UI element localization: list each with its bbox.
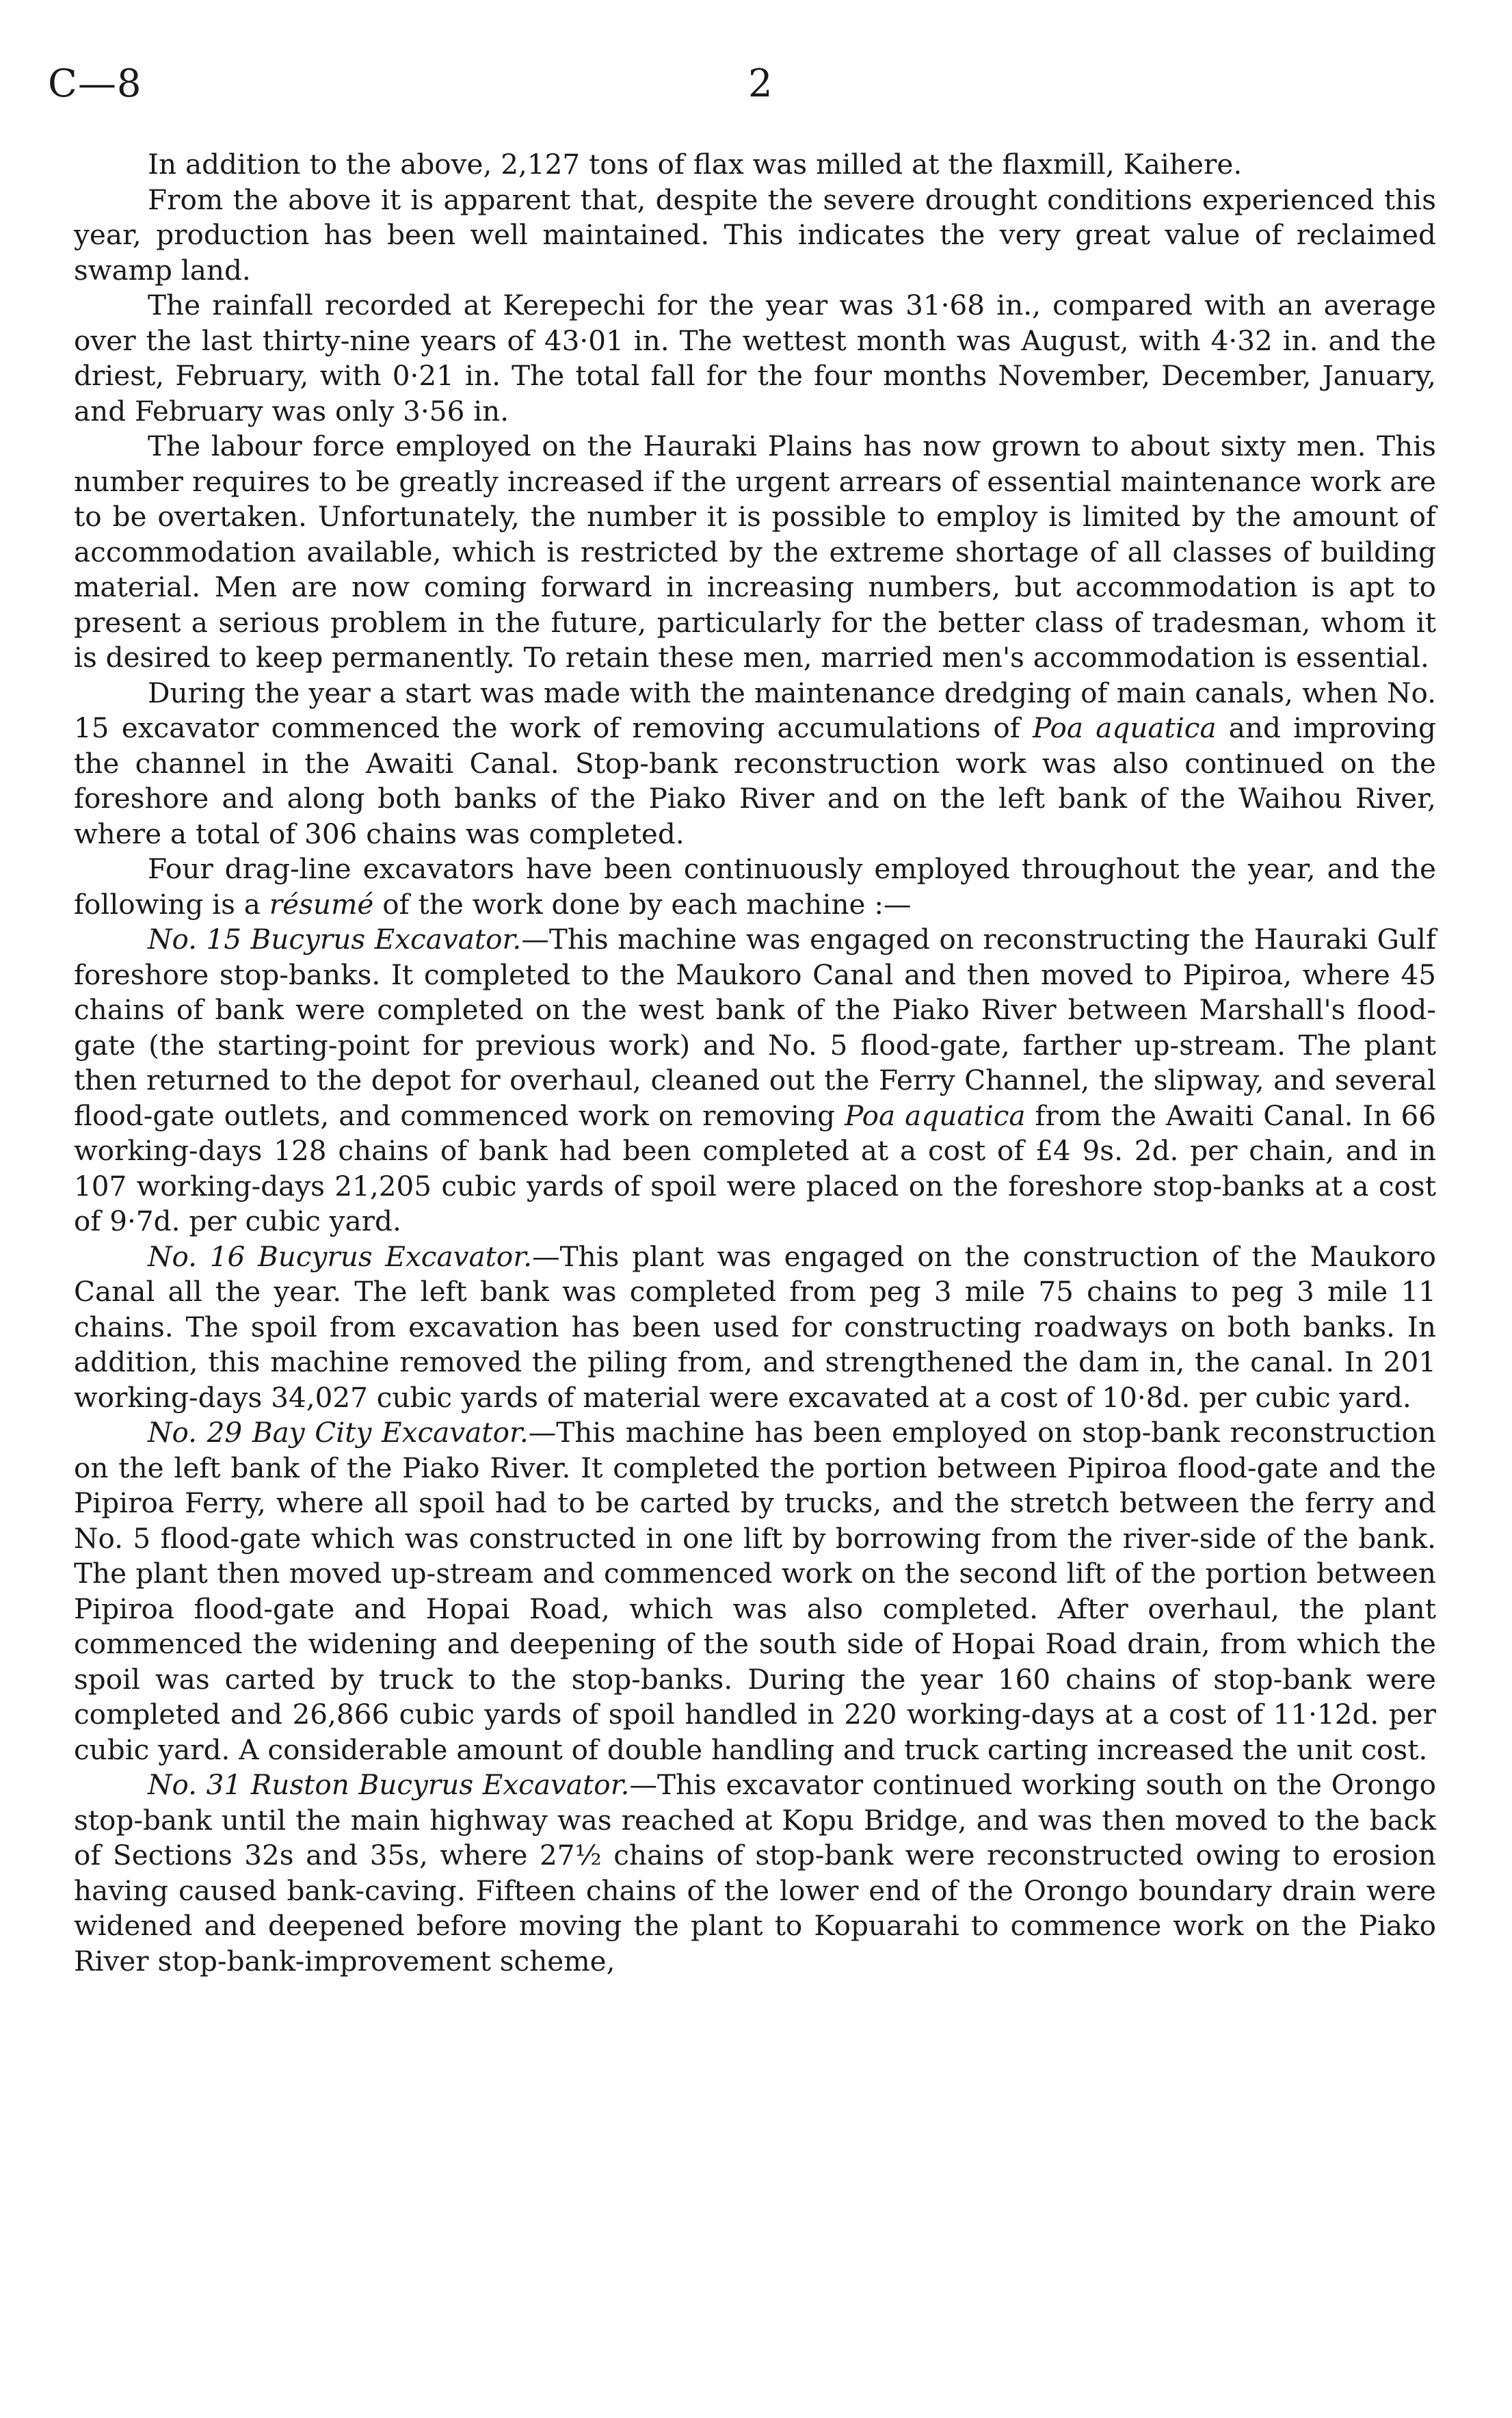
paragraph-labour: The labour force employed on the Hauraki Plains has now grown to about sixty men. This number requires to be greatly increased if the urgent arrears of essential maintenance work are to be overtaken. Unfortunately, the number it is possible to employ is limited by the amount of accommodation available, which is restricted by the extreme shortage of all classes of building material. Men are now coming forward in increasing numbers, but accommodation is apt to present a serious problem in the future, particularly for the better class of tradesman, whom it is desired to keep permanently. To retain these men, married men's accommodation is essential. [74,430,1436,674]
section-title: No. 15 Bucyrus Excavator. [148,923,522,956]
paragraph-text: and improving the channel in the Awaiti Canal. Stop-bank reconstruction work was also continued on the foreshore and along both banks of the Piako River and on the left bank of the Waihou River, where a total of 306 chains was completed. [74,711,1436,850]
page-number: 2 [748,62,773,106]
paragraph-excavator-16 [74,1239,1436,1416]
paragraph-text: —This machine has been employed on stop-bank reconstruction on the left bank of the Piako River. It completed the portion between Pipiroa flood-gate and the Pipiroa Ferry, where all spoil had to be carted by trucks, and the stretch between the ferry and No. 5 flood-gate which was constructed in one lift by borrowing from the river-side of the bank. The plant then moved up-stream and commenced work on the second lift of the portion between Pipiroa flood-gate and Hopai Road, which was also completed. After overhaul, the plant commenced the widening and deepening of the south side of Hopai Road drain, from which the spoil was carted by truck to the stop-banks. During the year 160 chains of stop-bank were completed and 26,866 cubic yards of spoil handled in 220 working-days at a cost of 11·12d. per cubic yard. A considerable amount of double handling and truck carting increased the unit cost. [74,1416,1436,1766]
paragraph-text: —This excavator continued working south on the Orongo stop-bank until the main highway was reached at Kopu Bridge, and was then moved to the back of Sections 32s and 35s, where 27½ chains of stop-bank were reconstructed owing to erosion having caused bank-caving. Fifteen chains of the lower end of the Orongo boundary drain were widened and deepened before moving the plant to Kopuarahi to commence work on the Piako River stop-bank-improvement scheme, [74,1768,1436,1977]
paragraph-production: From the above it is apparent that, despite the severe drought conditions experienced this year, production has been well maintained. This indicates the very great value of reclaimed swamp land. [74,183,1436,287]
page-header [48,62,1443,116]
section-title: No. 16 Bucyrus Excavator. [148,1239,533,1273]
paragraph-text: Four drag-line excavators have been continuously employed throughout the year, and the following is a [74,852,1436,921]
paragraph-text: —This machine was engaged on reconstructing the Hauraki Gulf foreshore stop-banks. It completed to the Maukoro Canal and then moved to Pipiroa, where 45 chains of bank were completed on the west bank of the Piako River between Marshall's flood-gate (the starting-point for previous work) and No. 5 flood-gate, farther up-stream. The plant then returned to the depot for overhaul, cleaned out the Ferry Channel, the slipway, and several flood-gate outlets, and commenced work on removing [74,923,1436,1132]
species-name: Poa aquatica [1032,711,1217,744]
paragraph-excavators-intro [74,852,1436,922]
paragraph-rainfall: The rainfall recorded at Kerepechi for the year was 31·68 in., compared with an average over the last thirty-nine years of 43·01 in. The wettest month was August, with 4·32 in. and the driest, February, with 0·21 in. The total fall for the four months November, December, January, and February was only 3·56 in. [74,289,1436,428]
paragraph-text: of the work done by each machine :— [373,887,912,921]
paragraph-excavator-15 [74,922,1436,1239]
paragraph-text: —This plant was engaged on the construction of the Maukoro Canal all the year. The left bank was completed from peg 3 mile 75 chains to peg 3 mile 11 chains. The spoil from excavation has been used for constructing roadways on both banks. In addition, this machine removed the piling from, and strengthened the dam in, the canal. In 201 working-days 34,027 cubic yards of material were excavated at a cost of 10·8d. per cubic yard. [74,1239,1436,1414]
section-title: No. 29 Bay City Excavator. [148,1416,529,1449]
section-title: No. 31 Ruston Bucyrus Excavator. [148,1768,630,1801]
paragraph-text: from the Awaiti Canal. In 66 working-days 128 chains of bank had been completed at a cost of £4 9s. 2d. per chain, and in 107 working-days 21,205 cubic yards of spoil were placed on the foreshore stop-banks at a cost of 9·7d. per cubic yard. [74,1099,1436,1237]
paragraph-dredging [74,676,1436,852]
resume-word: résumé [269,887,374,921]
paragraph-text: During the year a start was made with the maintenance dredging of main canals, when No. 15 excavator commenced the work of removing accumulations of [74,676,1436,744]
paragraph-excavator-31 [74,1767,1436,1979]
paragraph-flax: In addition to the above, 2,127 tons of flax was milled at the flaxmill, Kaihere. [148,148,1243,181]
body-text [74,147,1436,1979]
paragraph-excavator-29 [74,1415,1436,1767]
species-name: Poa aquatica [845,1099,1026,1132]
document-code: C—8 [48,62,142,106]
